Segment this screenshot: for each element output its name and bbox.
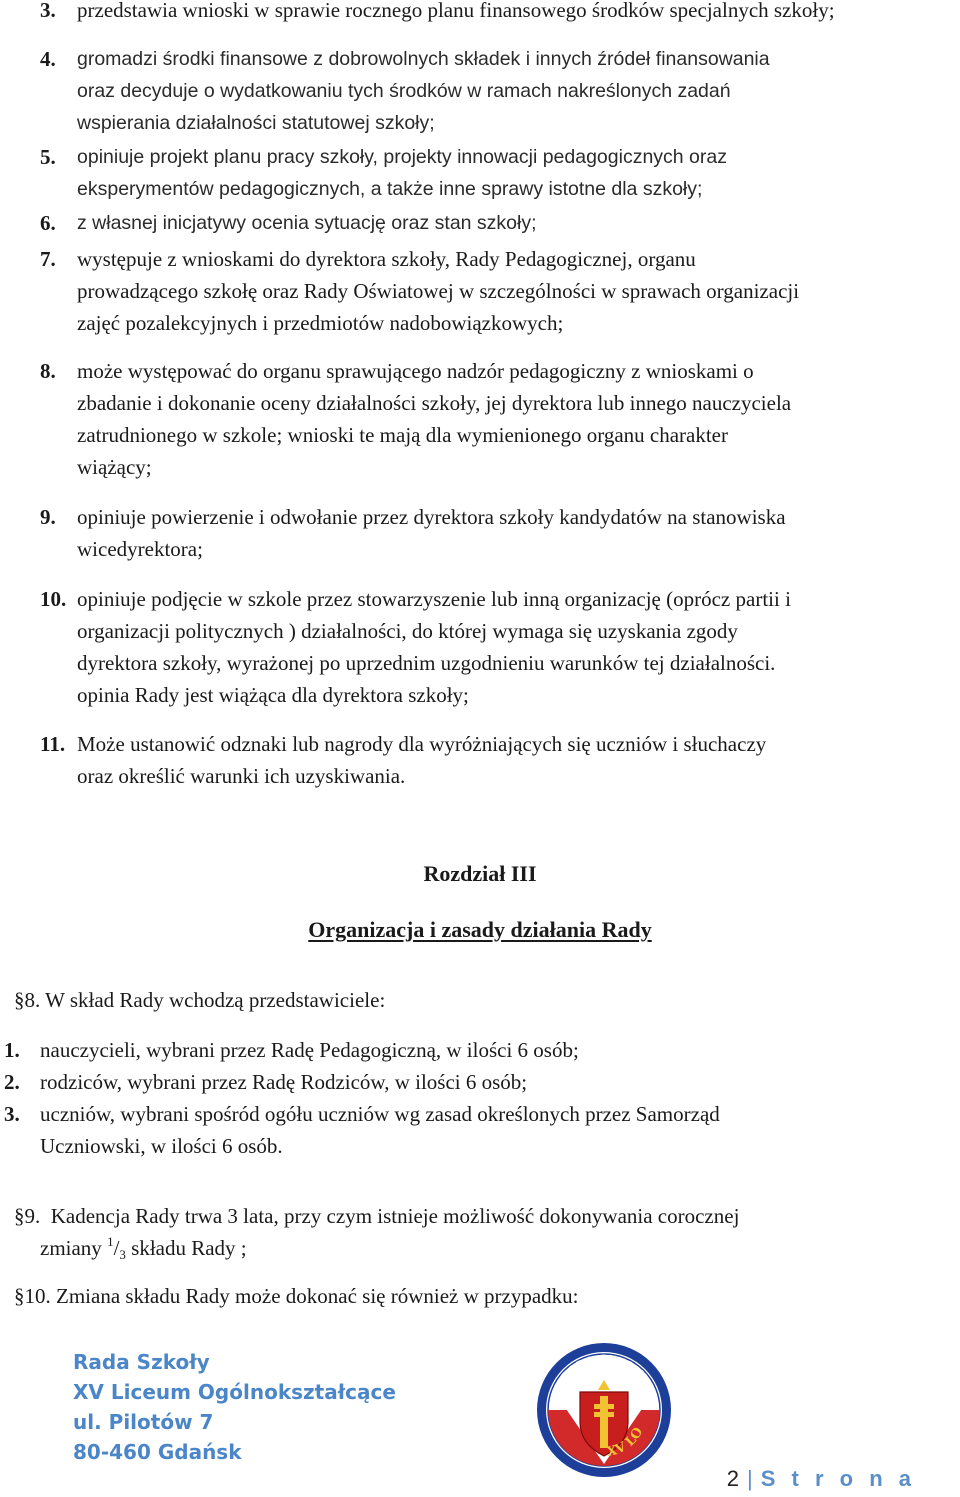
list-item-number: 8. [40, 359, 56, 383]
paragraph-text: zmiany [40, 1236, 108, 1260]
list-item-line: oraz decyduje o wydatkowaniu tych środków w ramach nakreślonych zadań [77, 80, 731, 102]
list-item-number: 7. [40, 247, 56, 271]
list-item-line: prowadzącego szkołę oraz Rady Oświatowej w szczególności w sprawach organizacji [77, 279, 800, 303]
page-number-footer [727, 1466, 916, 1492]
list-item-line: z własnej inicjatywy ocenia sytuację oraz stan szkoły; [77, 212, 537, 234]
footer-address [73, 1347, 396, 1467]
list-item-line: może występować do organu sprawującego nadzór pedagogiczny z wnioskami o [77, 359, 754, 383]
paragraph-8 [14, 984, 385, 1016]
list-item-line: dyrektora szkoły, wyrażonej po uprzednim uzgodnieniu warunków tej działalności. [77, 651, 776, 675]
list-item-line: Uczniowski, w ilości 6 osób. [40, 1134, 283, 1158]
list-item-line: zatrudnionego w szkole; wnioski te mają dla wymienionego organu charakter [77, 423, 728, 447]
fraction-denominator: 3 [119, 1247, 126, 1262]
paragraph-10 [14, 1280, 579, 1312]
paragraph-text: W skład Rady wchodzą przedstawiciele: [45, 988, 386, 1012]
paragraph-text: Kadencja Rady trwa 3 lata, przy czym istnieje możliwość dokonywania corocznej [50, 1204, 740, 1228]
paragraph-text: składu Rady ; [125, 1236, 247, 1260]
footer-line: ul. Pilotów 7 [73, 1410, 214, 1434]
school-council-logo [534, 1340, 674, 1480]
page-number: 2 [726, 1466, 740, 1491]
separator: | [747, 1466, 753, 1491]
list-item-number: 5. [40, 145, 56, 169]
logo-text-bottom: XV LO [605, 1425, 647, 1461]
list-item-line: nauczycieli, wybrani przez Radę Pedagogiczną, w ilości 6 osób; [40, 1038, 579, 1062]
list-item-number: 10. [40, 587, 67, 611]
list-item-line: przedstawia wnioski w sprawie rocznego planu finansowego środków specjalnych szkoły; [77, 0, 835, 22]
logo-text-top: RADA SZKOŁY [559, 1353, 649, 1383]
list-item-number: 2. [4, 1070, 20, 1094]
list-item-line: opiniuje powierzenie i odwołanie przez dyrektora szkoły kandydatów na stanowiska [77, 505, 786, 529]
list-item-line: wiążący; [77, 455, 152, 479]
paragraph-9 [14, 1200, 739, 1232]
list-item-number: 3. [40, 0, 56, 22]
list-item-line: wspierania działalności statutowej szkoły; [77, 112, 435, 134]
paragraph-mark: §8. [14, 988, 41, 1012]
list-item-line: wicedyrektora; [77, 537, 203, 561]
fraction-slash: / [113, 1236, 120, 1260]
paragraph-mark: §10. [14, 1284, 51, 1308]
list-item-line: gromadzi środki finansowe z dobrowolnych składek i innych źródeł finansowania [77, 48, 770, 70]
list-item-line: opiniuje podjęcie w szkole przez stowarzyszenie lub inną organizację (oprócz partii i [77, 587, 791, 611]
list-item-line: opiniuje projekt planu pracy szkoły, projekty innowacji pedagogicznych oraz [77, 146, 727, 168]
list-item-line: oraz określić warunki ich uzyskiwania. [77, 764, 406, 788]
list-item-number: 1. [4, 1038, 20, 1062]
footer-line: XV Liceum Ogólnokształcące [73, 1380, 396, 1404]
list-item-number: 6. [40, 211, 56, 235]
page-word: S t r o n a [760, 1466, 916, 1491]
chapter-subtitle: Organizacja i zasady działania Rady [308, 917, 652, 942]
list-item-line: organizacji politycznych ) działalności, do której wymaga się uzyskania zgody [77, 619, 738, 643]
list-item-line: występuje z wnioskami do dyrektora szkoły, Rady Pedagogicznej, organu [77, 247, 696, 271]
footer-line: 80-460 Gdańsk [73, 1440, 242, 1464]
paragraph-text: Zmiana składu Rady może dokonać się również w przypadku: [56, 1284, 579, 1308]
list-item-number: 3. [4, 1102, 20, 1126]
list-item-line: zbadanie i dokonanie oceny działalności szkoły, jej dyrektora lub innego nauczyciela [77, 391, 792, 415]
list-item-line: eksperymentów pedagogicznych, a także inne sprawy istotne dla szkoły; [77, 178, 703, 200]
list-item-line: zajęć pozalekcyjnych i przedmiotów nadobowiązkowych; [77, 311, 564, 335]
list-item-line: Może ustanowić odznaki lub nagrody dla wyróżniających się uczniów i słuchaczy [77, 732, 767, 756]
chapter-title: Rozdział III [423, 861, 537, 886]
list-item-number: 4. [40, 47, 56, 71]
list-item-number: 9. [40, 505, 56, 529]
list-item-line: rodziców, wybrani przez Radę Rodziców, w ilości 6 osób; [40, 1070, 528, 1094]
list-item-line: opinia Rady jest wiążąca dla dyrektora szkoły; [77, 683, 469, 707]
paragraph-mark: §9. [14, 1204, 41, 1228]
list-item-number: 11. [40, 732, 66, 756]
footer-line: Rada Szkoły [73, 1350, 210, 1374]
list-item-line: uczniów, wybrani spośród ogółu uczniów wg zasad określonych przez Samorząd [40, 1102, 720, 1126]
paragraph-9-continuation [40, 1232, 247, 1267]
fraction-numerator: 1 [107, 1234, 114, 1249]
